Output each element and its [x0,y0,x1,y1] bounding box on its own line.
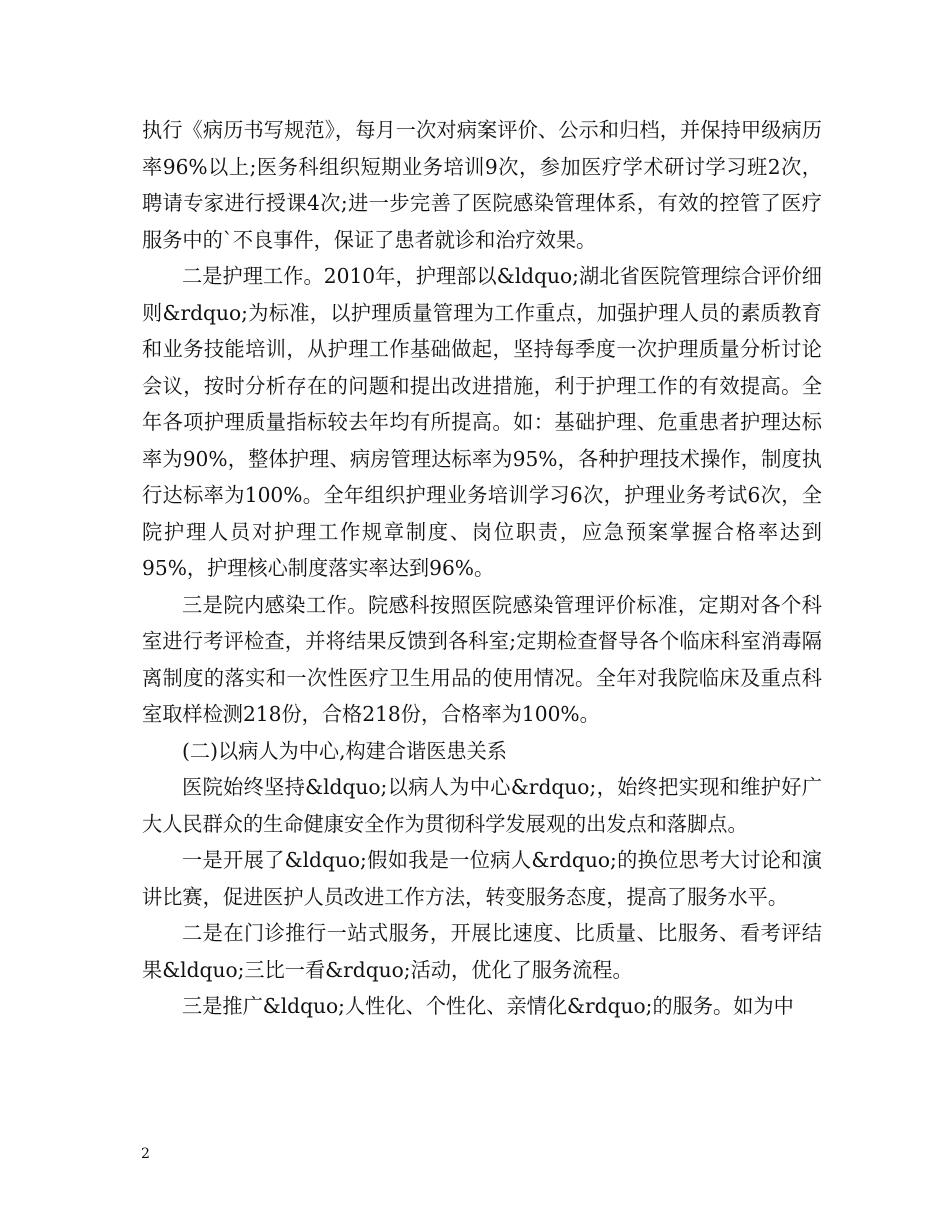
page-number: 2 [141,1146,150,1162]
body-text [142,112,822,1025]
paragraph-4: 医院始终坚持&ldquo;以病人为中心&rdquo;，始终把实现和维护好广大人民群众的生命健康安全作为贯彻科学发展观的出发点和落脚点。 [142,775,822,836]
paragraph-2: 二是护理工作。2010年，护理部以&ldquo;湖北省医院管理综合评价细则&rdquo;为标准，以护理质量管理为工作重点，加强护理人员的素质教育和业务技能培训，从护理工作基础做起，坚持每季度一次护理质量分析讨论会议，按时分析存在的问题和提出改进措施，利于护理工作的有效提高。全年各项护理质量指标较去年均有所提高。如：基础护理、危重患者护理达标率为90%，整体护理、病房管理达标率为95%，各种护理技术操作，制度执行达标率为100%。全年组织护理业务培训学习6次，护理业务考试6次，全院护理人员对护理工作规章制度、岗位职责，应急预案掌握合格率达到95%，护理核心制度落实率达到96%。 [142,264,822,580]
paragraph-5: 一是开展了&ldquo;假如我是一位病人&rdquo;的换位思考大讨论和演讲比赛，促进医护人员改进工作方法，转变服务态度，提高了服务水平。 [142,848,822,909]
paragraph-3: 三是院内感染工作。院感科按照医院感染管理评价标准，定期对各个科室进行考评检查，并将结果反馈到各科室;定期检查督导各个临床科室消毒隔离制度的落实和一次性医疗卫生用品的使用情况。全年对我院临床及重点科室取样检测218份，合格218份，合格率为100%。 [142,592,822,726]
paragraph-1: 执行《病历书写规范》，每月一次对病案评价、公示和归档，并保持甲级病历率96%以上;医务科组织短期业务培训9次，参加医疗学术研讨学习班2次，聘请专家进行授课4次;进一步完善了医院感染管理体系，有效的控管了医疗服务中的`不良事件，保证了患者就诊和治疗效果。 [142,118,822,252]
paragraph-7: 三是推广&ldquo;人性化、个性化、亲情化&rdquo;的服务。如为中 [182,994,794,1018]
section-heading: (二)以病人为中心,构建合谐医患关系 [182,738,507,763]
paragraph-6: 二是在门诊推行一站式服务，开展比速度、比质量、比服务、看考评结果&ldquo;三比一看&rdquo;活动，优化了服务流程。 [142,921,822,982]
